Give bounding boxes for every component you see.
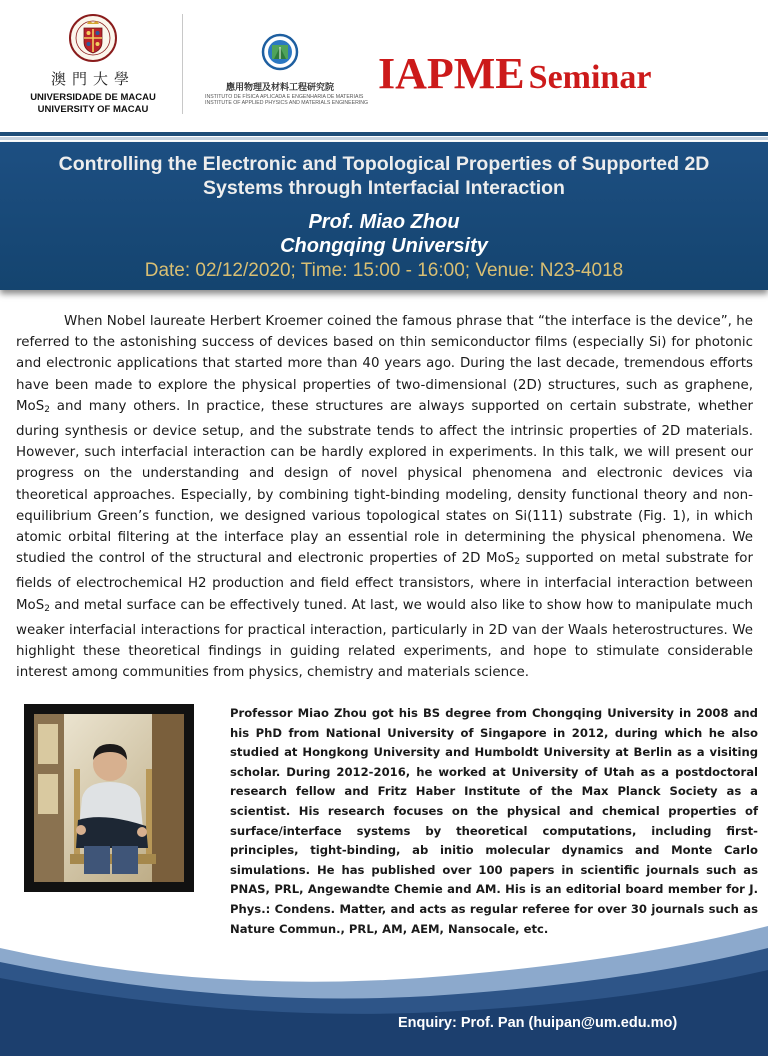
speaker-biography: Professor Miao Zhou got his BS degree from Chongqing University in 2008 and his PhD from National University of Singapore in 2012, during which he also studied at Hongkong University and Humboldt University at Berlin as a visiting scholar. During 2012-2016, he worked at University of Utah as a postdoctoral research fellow and Fritz Haber Institute of the Max Planck Society as a scientist. His research focuses on the physical and chemical properties of surface/interface systems by theoretical computations, including first-principles, tight-binding, ab initio molecular dynamics and Monte Carlo simulations. He has published over 100 papers in scientific journals such as PNAS, PRL, Angewandte Chemie and AM. His is an editorial board member for J. Phys.: Condens. Matter, and acts as regular referee for over 30 journals such as Nature Commun., PRL, AM, AEM, Nansocale, etc.: [230, 706, 758, 936]
seminar-title: [378, 49, 652, 98]
abstract-subscript-2: 2: [514, 557, 521, 568]
seminar-title-iapme: IAPME: [378, 49, 525, 98]
speaker-photo-image: [34, 714, 184, 882]
footer-wave: [0, 918, 768, 1056]
abstract-paragraph: [16, 311, 753, 683]
abstract-text-4: and metal surface can be effectively tuned. At last, we would also like to show how to manipulate much weaker interfacial interactions for practical interaction, particularly in 2D van der Waals heterostructures. We highlight these theoretical findings in guiding related experiments, and hope to stimulate considerable interest among communities from physics, chemistry and materials science.: [16, 597, 753, 681]
abstract-text-3: supported on metal substrate for fields of electrochemical H2 production and field effect transistors, where in interfacial interaction between MoS: [16, 551, 754, 613]
talk-title-line-1: Controlling the Electronic and Topological Properties of Supported 2D: [58, 153, 710, 175]
university-chinese-name: 澳門大學: [50, 70, 135, 88]
header: [0, 0, 768, 132]
header-stripe-light: [0, 137, 768, 140]
abstract-subscript-1: 2: [44, 404, 50, 415]
speaker-photo: [24, 704, 194, 892]
talk-banner: [0, 142, 768, 290]
talk-title: [20, 152, 748, 200]
university-english-name: UNIVERSITY OF MACAU: [37, 104, 149, 115]
speaker-name: Prof. Miao Zhou: [308, 211, 460, 233]
abstract-text-1: When Nobel laureate Herbert Kroemer coined the famous phrase that “the interface is the device”, he referred to the astonishing success of devices based on thin semiconductor films (especially Si) for photonic and electronic applications that started more than 40 years ago. During the last decade, tremendous efforts have been made to explore the physical properties of two-dimensional (2D) structures, such as graphene, MoS: [16, 314, 753, 414]
seminar-title-seminar: Seminar: [528, 59, 652, 96]
iapme-chinese-name: 應用物理及材料工程研究院: [225, 83, 334, 93]
abstract-text-2: and many others. In practice, these structures are always supported on certain substrate, whether during synthesis or device setup, and the substrate tends to affect the intrinsic properties of 2D materials. However, such interfacial interaction can be hardly explored in experiments. In this talk, we will present our progress on the understanding and design of novel physical phenomena and electronic devices via theoretical approaches. Especially, by combining tight-binding modeling, density functional theory and non-equilibrium Green’s function, we designed various topological states on Si(111) substrate (Fig. 1), in which atomic orbital filtering at the interface play an essential role in determining the physical phenomena. We studied the control of the structural and electronic properties of 2D MoS: [16, 398, 753, 567]
iapme-emblem-icon: [205, 32, 355, 76]
speaker-affiliation: Chongqing University: [280, 235, 488, 257]
iapme-portuguese-name: INSTITUTO DE FÍSICA APLICADA E ENGENHARIA DE MATERIAIS: [205, 94, 364, 100]
enquiry-contact: Enquiry: Prof. Pan (huipan@um.edu.mo): [398, 1015, 678, 1031]
logo-divider: [182, 14, 183, 114]
university-portuguese-name: UNIVERSIDADE DE MACAU: [30, 92, 156, 103]
iapme-english-name: INSTITUTE OF APPLIED PHYSICS AND MATERIALS ENGINEERING: [205, 100, 369, 106]
talk-title-line-2: Systems through Interfacial Interaction: [203, 177, 565, 199]
header-stripe: [0, 132, 768, 136]
event-details: Date: 02/12/2020; Time: 15:00 - 16:00; Venue: N23-4018: [144, 260, 624, 281]
abstract-subscript-3: 2: [44, 603, 50, 614]
university-of-macau-logo: [28, 12, 158, 122]
iapme-logo: [205, 32, 369, 112]
university-crest-icon: [69, 12, 117, 64]
